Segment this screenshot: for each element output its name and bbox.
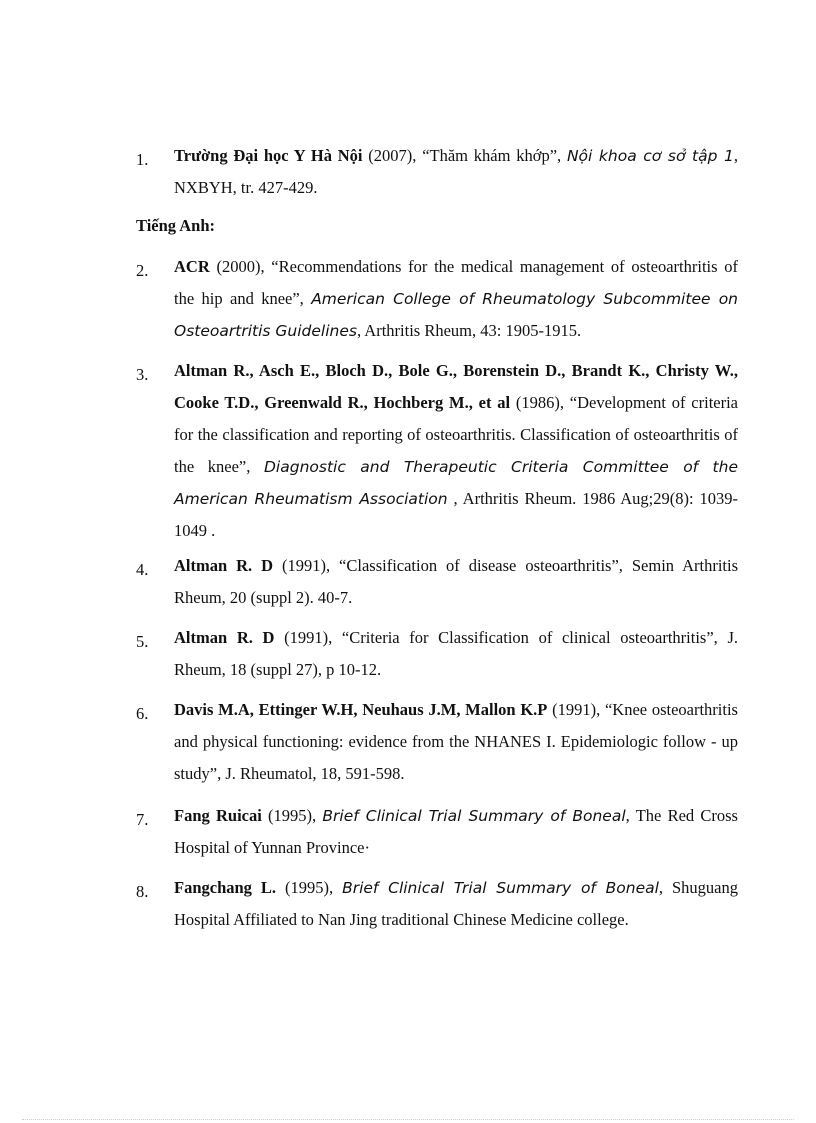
reference-6: [136, 694, 738, 790]
reference-text: [174, 800, 738, 864]
reference-year: (1991),: [274, 628, 342, 647]
reference-author: Fangchang L.: [174, 878, 277, 897]
reference-author: ACR: [174, 257, 210, 276]
reference-journal: Nội khoa cơ sở tập 1: [566, 147, 734, 165]
reference-title: “Classification of disease osteoarthritis”,: [339, 556, 632, 575]
reference-year: (1995),: [261, 806, 323, 825]
reference-text: [174, 140, 738, 204]
reference-3: [136, 355, 738, 547]
reference-number: 6.: [136, 704, 149, 723]
reference-5: [136, 622, 738, 686]
reference-text: [174, 251, 738, 347]
reference-2: [136, 251, 738, 347]
reference-number: 5.: [136, 632, 149, 651]
reference-title: “Thăm khám khớp”,: [422, 146, 567, 165]
reference-year: (2000),: [209, 257, 272, 276]
reference-number: 8.: [136, 882, 149, 901]
page-footer-divider: [22, 1119, 794, 1120]
reference-journal: American College of Rheumatology Subcommitee on Osteoartritis Guidelines: [174, 290, 739, 340]
reference-rest: , NXBYH, tr. 427-429.: [174, 146, 738, 197]
reference-rest: Semin Arthritis Rheum, 20 (suppl 2). 40-7.: [174, 556, 738, 607]
reference-year: (1986),: [510, 393, 570, 412]
reference-number: 7.: [136, 810, 149, 829]
reference-rest: , Arthritis Rheum, 43: 1905-1915.: [356, 321, 582, 340]
reference-number: 1.: [136, 150, 149, 169]
reference-4: [136, 550, 738, 614]
reference-text: [174, 694, 738, 790]
reference-rest: , The Red Cross Hospital of Yunnan Province·: [174, 806, 738, 857]
reference-text: [174, 355, 738, 547]
reference-title: “Knee osteoarthritis and physical functioning: evidence from the NHANES I. Epidemiologic follow - up study”,: [174, 700, 738, 783]
reference-rest: , Arthritis Rheum. 1986 Aug;29(8): 1039-1049 .: [174, 489, 738, 540]
reference-rest: J. Rheum, 18 (suppl 27), p 10-12.: [174, 628, 738, 679]
reference-author: Trường Đại học Y Hà Nội: [174, 146, 363, 165]
reference-text: [174, 622, 738, 686]
reference-rest: , Shuguang Hospital Affiliated to Nan Jing traditional Chinese Medicine college.: [174, 878, 739, 929]
reference-title: “Recommendations for the medical management of osteoarthritis of the hip and knee”,: [174, 257, 738, 308]
reference-title: “Criteria for Classification of clinical osteoarthritis”,: [341, 628, 728, 647]
reference-author: Altman R. D: [174, 628, 275, 647]
reference-author: Davis M.A, Ettinger W.H, Neuhaus J.M, Mallon K.P: [174, 700, 548, 719]
reference-year: (1991),: [273, 556, 340, 575]
section-heading: Tiếng Anh:: [136, 216, 216, 235]
reference-journal: Brief Clinical Trial Summary of Boneal: [322, 807, 626, 825]
reference-author: Altman R. D: [174, 556, 274, 575]
reference-author: Altman R., Asch E., Bloch D., Bole G., Borenstein D., Brandt K., Christy W., Cooke T.D., Greenwald R., Hochberg M., et al: [174, 361, 738, 412]
reference-number: 4.: [136, 560, 149, 579]
reference-7: [136, 800, 738, 864]
reference-text: [174, 872, 738, 936]
reference-8: [136, 872, 738, 936]
reference-number: 2.: [136, 261, 149, 280]
reference-1: [136, 140, 738, 204]
reference-title: “Development of criteria for the classification and reporting of osteoarthritis. Classification of osteoarthritis of the knee”,: [174, 393, 738, 476]
reference-author: Fang Ruicai: [174, 806, 262, 825]
reference-year: (1991),: [547, 700, 605, 719]
reference-journal: Brief Clinical Trial Summary of Boneal: [342, 879, 659, 897]
reference-journal: Diagnostic and Therapeutic Criteria Committee of the American Rheumatism Association: [174, 458, 738, 508]
reference-year: (1995),: [276, 878, 343, 897]
reference-rest: J. Rheumatol, 18, 591-598.: [225, 764, 405, 783]
reference-year: (2007),: [362, 146, 423, 165]
reference-number: 3.: [136, 365, 149, 384]
reference-text: [174, 550, 738, 614]
